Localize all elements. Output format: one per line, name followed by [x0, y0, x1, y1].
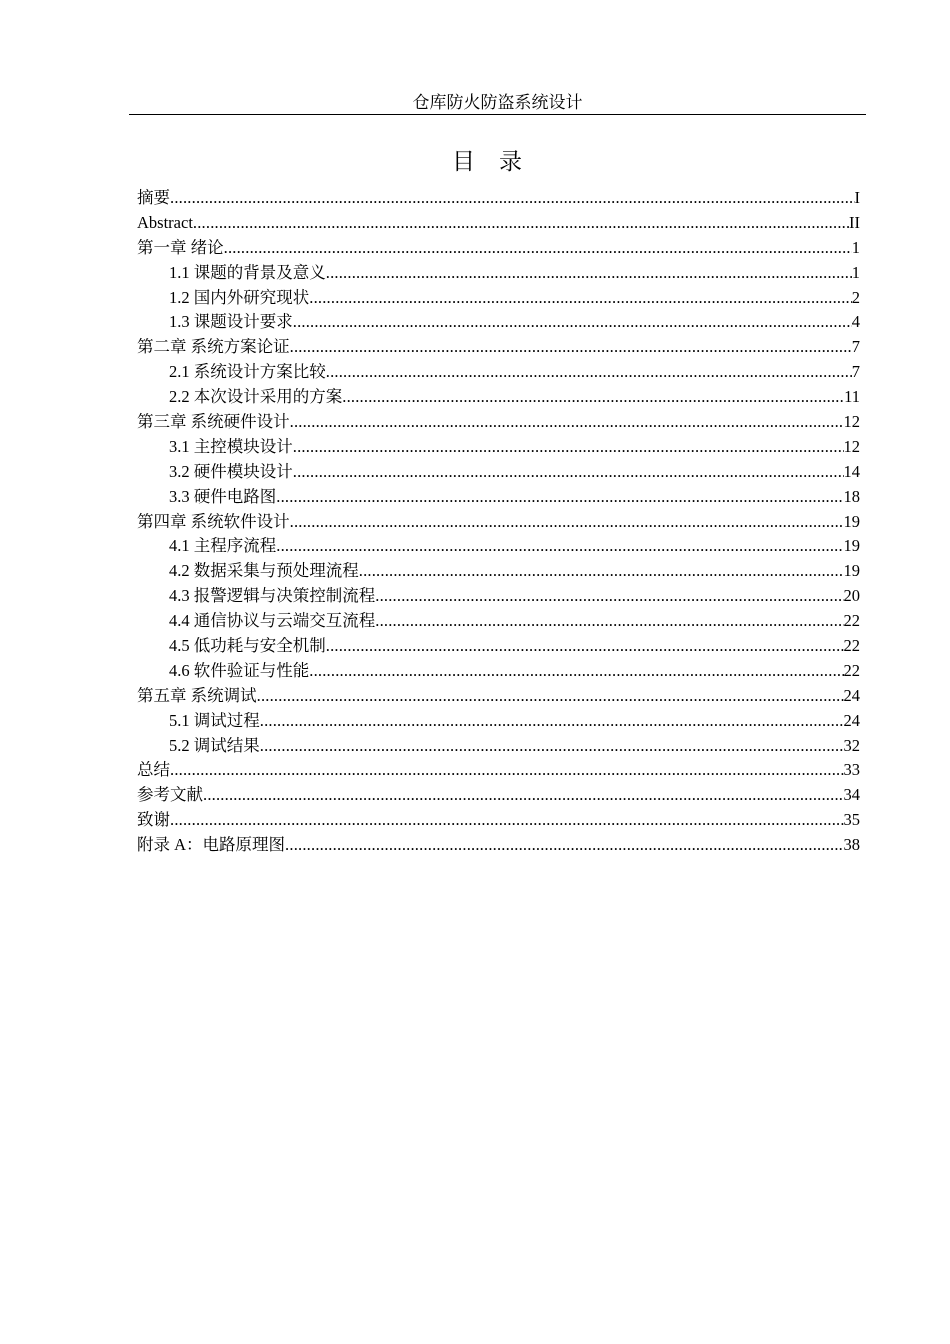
- dot-leader: [375, 584, 843, 609]
- toc-entry-label: 4.4 通信协议与云端交互流程: [169, 611, 376, 631]
- toc-entry[interactable]: [137, 286, 860, 311]
- toc-entry-label: 5.2 调试结果: [169, 735, 260, 755]
- table-of-contents: [137, 186, 860, 858]
- toc-entry-page: 32: [843, 735, 860, 755]
- toc-entry-label: 第三章 系统硬件设计: [137, 412, 290, 432]
- toc-entry-page: 20: [843, 586, 860, 606]
- toc-entry-label: 3.2 硬件模块设计: [169, 461, 293, 481]
- toc-entry-page: 24: [843, 710, 860, 730]
- toc-entry[interactable]: [137, 211, 860, 236]
- toc-entry-page: 34: [843, 785, 860, 805]
- running-header: 仓库防火防盗系统设计: [412, 93, 583, 112]
- toc-entry[interactable]: [137, 709, 860, 734]
- dot-leader: [285, 833, 843, 858]
- toc-entry-page: 4: [851, 312, 860, 332]
- toc-entry-page: 14: [843, 461, 860, 481]
- dot-leader: [293, 310, 852, 335]
- toc-entry[interactable]: [137, 186, 860, 211]
- toc-entry[interactable]: [137, 485, 860, 510]
- toc-entry-label: Abstract: [137, 212, 193, 232]
- dot-leader: [203, 783, 844, 808]
- toc-entry[interactable]: [137, 460, 860, 485]
- toc-entry[interactable]: [137, 410, 860, 435]
- toc-entry[interactable]: [137, 559, 860, 584]
- toc-entry-page: 18: [843, 486, 860, 506]
- dot-leader: [257, 684, 844, 709]
- toc-entry[interactable]: [137, 734, 860, 759]
- toc-entry-page: 19: [843, 561, 860, 581]
- toc-entry-page: 24: [843, 685, 860, 705]
- dot-leader: [170, 808, 844, 833]
- dot-leader: [293, 435, 844, 460]
- dot-leader: [342, 385, 844, 410]
- toc-entry-label: 4.3 报警逻辑与决策控制流程: [169, 586, 376, 606]
- toc-entry-page: 12: [843, 436, 860, 456]
- toc-entry[interactable]: [137, 385, 860, 410]
- dot-leader: [260, 709, 844, 734]
- toc-entry-page: 22: [843, 611, 860, 631]
- toc-entry[interactable]: [137, 310, 860, 335]
- toc-entry-page: 12: [843, 412, 860, 432]
- dot-leader: [309, 659, 843, 684]
- toc-entry-page: 1: [851, 262, 860, 282]
- dot-leader: [276, 534, 843, 559]
- toc-entry-label: 第四章 系统软件设计: [137, 511, 290, 531]
- dot-leader: [359, 559, 844, 584]
- toc-entry-label: 5.1 调试过程: [169, 710, 260, 730]
- toc-entry[interactable]: [137, 584, 860, 609]
- toc-entry[interactable]: [137, 360, 860, 385]
- toc-entry-page: 1: [851, 237, 860, 257]
- toc-entry-page: I: [854, 188, 860, 207]
- toc-title: 目录: [452, 149, 546, 175]
- dot-leader: [290, 410, 844, 435]
- toc-entry[interactable]: [137, 335, 860, 360]
- toc-entry-label: 参考文献: [137, 785, 203, 805]
- dot-leader: [290, 510, 844, 535]
- toc-entry-page: 7: [851, 362, 860, 382]
- dot-leader: [193, 211, 849, 236]
- toc-entry-label: 3.1 主控模块设计: [169, 436, 293, 456]
- toc-entry-page: 35: [843, 810, 860, 830]
- toc-entry-label: 4.5 低功耗与安全机制: [169, 636, 326, 656]
- dot-leader: [260, 734, 844, 759]
- toc-entry-label: 4.6 软件验证与性能: [169, 660, 310, 680]
- toc-entry-page: 2: [851, 287, 860, 307]
- toc-entry[interactable]: [137, 261, 860, 286]
- dot-leader: [309, 286, 852, 311]
- toc-entry-label: 附录 A：电路原理图: [137, 835, 286, 855]
- toc-entry-label: 第一章 绪论: [137, 237, 224, 257]
- toc-entry[interactable]: [137, 833, 860, 858]
- toc-entry-label: 3.3 硬件电路图: [169, 486, 277, 506]
- dot-leader: [290, 335, 852, 360]
- toc-entry-page: 22: [843, 660, 860, 680]
- toc-entry-page: 11: [844, 387, 860, 407]
- toc-entry-page: 22: [843, 636, 860, 656]
- dot-leader: [293, 460, 844, 485]
- toc-entry-label: 1.1 课题的背景及意义: [169, 262, 326, 282]
- toc-entry[interactable]: [137, 236, 860, 261]
- toc-entry[interactable]: [137, 808, 860, 833]
- toc-entry[interactable]: [137, 510, 860, 535]
- toc-entry-label: 1.3 课题设计要求: [169, 312, 293, 332]
- toc-entry-page: 33: [843, 760, 860, 780]
- dot-leader: [326, 360, 852, 385]
- header-rule: [129, 114, 866, 115]
- toc-entry-page: 38: [843, 835, 860, 855]
- toc-entry-page: 19: [843, 536, 860, 556]
- toc-entry[interactable]: [137, 534, 860, 559]
- toc-entry-label: 2.1 系统设计方案比较: [169, 362, 326, 382]
- toc-entry[interactable]: [137, 435, 860, 460]
- toc-entry-label: 摘要: [137, 188, 170, 207]
- toc-entry[interactable]: [137, 684, 860, 709]
- toc-entry-page: II: [849, 212, 860, 232]
- toc-entry-label: 致谢: [137, 810, 170, 830]
- dot-leader: [326, 261, 852, 286]
- toc-entry-label: 4.2 数据采集与预处理流程: [169, 561, 359, 581]
- dot-leader: [170, 758, 844, 783]
- toc-entry-label: 第二章 系统方案论证: [137, 337, 290, 357]
- dot-leader: [326, 634, 844, 659]
- toc-entry[interactable]: [137, 634, 860, 659]
- toc-entry-page: 19: [843, 511, 860, 531]
- toc-entry[interactable]: [137, 758, 860, 783]
- toc-entry-label: 2.2 本次设计采用的方案: [169, 387, 343, 407]
- toc-entry-label: 1.2 国内外研究现状: [169, 287, 310, 307]
- dot-leader: [375, 609, 843, 634]
- toc-entry-label: 总结: [137, 760, 170, 780]
- toc-entry-label: 4.1 主程序流程: [169, 536, 277, 556]
- toc-entry[interactable]: [137, 783, 860, 808]
- toc-entry[interactable]: [137, 609, 860, 634]
- toc-entry-page: 7: [851, 337, 860, 357]
- toc-entry[interactable]: [137, 659, 860, 684]
- dot-leader: [170, 186, 855, 211]
- toc-entry-label: 第五章 系统调试: [137, 685, 257, 705]
- dot-leader: [224, 236, 852, 261]
- dot-leader: [276, 485, 843, 510]
